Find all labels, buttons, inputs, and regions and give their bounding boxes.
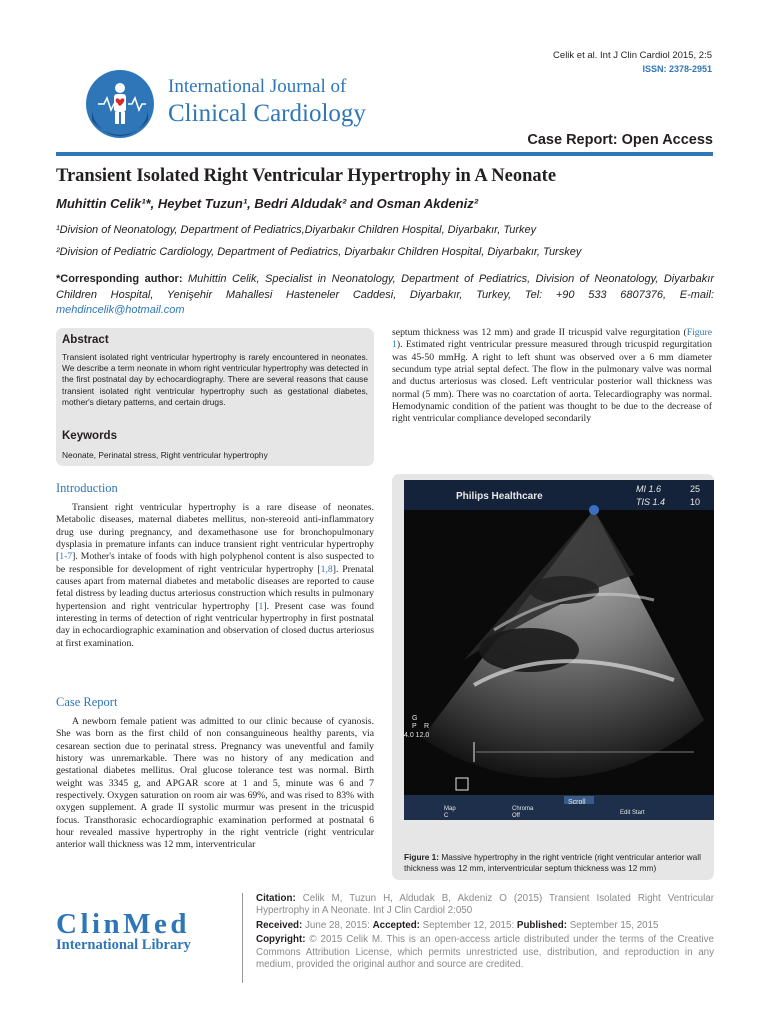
abstract-text: Transient isolated right ventricular hypertrophy is rarely encountered in neonates. We describe a term neonate in whom right ventricular hypertrophy was detected in the first postnatal day by echocardiography. There are several reasons that cause transient isolated right ventricular hypertrophy such as gestational diabetes, mother's dietary patterns, and certain drugs. (62, 352, 368, 407)
ultrasound-mi-value: 25 (690, 484, 701, 494)
case-report-heading: Case Report (56, 695, 118, 709)
figure-caption-label: Figure 1: (404, 852, 440, 862)
corr-label: *Corresponding author: (56, 273, 183, 285)
ultrasound-g-label: G (412, 715, 418, 722)
citation-text: Celik M, Tuzun H, Aldudak B, Akdeniz O (2015) Transient Isolated Right Ventricular Hypertrophy in A Neonate. Int J Clin Cardiol 2:050 (256, 893, 714, 917)
abstract-box (56, 328, 374, 466)
introduction-heading: Introduction (56, 481, 118, 495)
ultrasound-mi: MI 1.6 (636, 484, 662, 494)
figure-1 (392, 474, 714, 880)
intro-text-c: ]. Prenatal causes apart from maternal diabetes and metabolic diseases are reported to cause fetal distress by leading ductus arteriosus construction which results in pulmonary hypertension and right ventricular hypertrophy [ (56, 563, 375, 612)
accepted-date: September 12, 2015: (419, 919, 517, 931)
copyright-text: © 2015 Celik M. This is an open-access article distributed under the terms of the Creative Commons Attribution License, which permits unrestricted use, distribution, and reproduction in any medium, provided the original author and source are credited. (256, 934, 714, 971)
keywords-text: Neonate, Perinatal stress, Right ventricular hypertrophy (62, 450, 268, 460)
ref-link-1[interactable]: 1-7 (59, 551, 73, 563)
ultrasound-graphic (404, 480, 714, 820)
corr-text: Muhittin Celik, Specialist in Neonatology, Department of Pediatrics, Division of Neonatology, Diyarbakır Children Hospital, Yenişehir Mahallesi Hasteneler Caddesi, Diyarbakır, Turkey, Tel: +90 533 6807376, E-mail: (56, 273, 714, 301)
publisher-logo-text: ClinMed (56, 908, 191, 940)
ultrasound-scale: 4.0 12.0 (404, 732, 430, 739)
ultrasound-chroma-button: Chroma Off (512, 806, 534, 819)
case-report-continued (392, 327, 712, 426)
header-divider (56, 152, 713, 156)
issn: ISSN: 2378-2951 (642, 64, 712, 74)
ultrasound-scroll: Scroll (568, 799, 586, 806)
abstract-heading: Abstract (62, 334, 109, 346)
ref-link-2[interactable]: 1,8 (320, 563, 333, 575)
journal-name-line2: Clinical Cardiology (168, 100, 366, 127)
ultrasound-p-label: P (412, 723, 417, 730)
citation-block (256, 893, 714, 973)
keywords-heading: Keywords (62, 430, 117, 442)
ultrasound-tis-value: 10 (690, 497, 701, 507)
ultrasound-map-button: Map C (444, 806, 456, 819)
journal-name-line1: International Journal of (168, 76, 347, 97)
journal-logo (84, 68, 156, 140)
copyright-label: Copyright: (256, 934, 306, 946)
affiliation-1: ¹Division of Neonatology, Department of Pediatrics,Diyarbakır Children Hospital, Diyarbakır, Turkey (56, 224, 537, 236)
case-text-b: ). Estimated right ventricular pressure measured through tricuspid regurgitation was 45-50 mmHg. A right to left shunt was observed over a 6 mm diameter secundum type atrial septal defect. The flow in the pulmonary valve was normal and ductus arteriosus was closed. Left ventricular posterior wall thickness was normal (5 mm). There was no coarctation of aorta. Telecardiography was normal. Hemodynamic condition of the patient was thought to be due to the decrease of right ventricular compliance developed secondarily (392, 339, 712, 425)
header-citation: Celik et al. Int J Clin Cardiol 2015, 2:5 (553, 50, 712, 61)
figure-1-link[interactable]: Figure 1 (392, 327, 712, 351)
case-report-text (56, 716, 374, 852)
received-label: Received: (256, 919, 303, 931)
case-text-a: septum thickness was 12 mm) and grade II tricuspid valve regurgitation ( (392, 327, 687, 338)
accepted-label: Accepted: (372, 919, 420, 931)
intro-text-d: ]. Present case was found interesting in terms of detection of right ventricular hypertrophy in first postnatal day in echocardiographic examination and observation of closed ductus arteriosus at first examination. (56, 600, 374, 649)
published-date: September 15, 2015 (566, 919, 659, 931)
corresponding-author (56, 272, 714, 319)
ultrasound-brand: Philips Healthcare (456, 491, 543, 502)
article-title: Transient Isolated Right Ventricular Hypertrophy in A Neonate (56, 166, 557, 186)
received-date: June 28, 2015: (302, 919, 373, 931)
ultrasound-tis: TIS 1.4 (636, 497, 666, 507)
affiliation-2: ²Division of Pediatric Cardiology, Department of Pediatrics, Diyarbakır Children Hospital, Diyarbakır, Turskey (56, 246, 582, 258)
ultrasound-r-label: R (424, 723, 430, 730)
footer-divider (242, 893, 243, 983)
author-list: Muhittin Celik¹*, Heybet Tuzun¹, Bedri Aldudak² and Osman Akdeniz² (56, 196, 479, 211)
ultrasound-edit-button: Edit Start (620, 810, 645, 816)
case-report-paragraph: A newborn female patient was admitted to our clinic because of cyanosis. She was born as the first child of non consanguineous healthy parents, via cesarean section due to perinatal stress. Pregnancy was uneventful and family history was unremarkable. There was no history of any medication and gestational diabetes mellitus. Oral glucose tolerance test was normal. Birth weight was 3345 g, and APGAR score at 1 and 5, minute was 6 and 7 respectively. Oxygen saturation on room air was 69%, and was rised to 83% with oxygen supplement. A grade II systolic murmur was present in the tricuspid focus. Transthorasic echocardiographic examination performed at postnatal 6 hour revealed massive hypertrophy in the right ventricle (right ventricular anterior wall thickness was 12 mm, interventricular (56, 716, 374, 851)
citation-label: Citation: (256, 893, 296, 904)
intro-text-b: ]. Mother's intake of foods with high polyphenol content is also suspected to be responsible for development of right ventricular hypertrophy [ (56, 551, 374, 575)
publisher-subtitle: International Library (56, 937, 191, 953)
article-type: Case Report: Open Access (527, 132, 713, 148)
intro-text-a: Transient right ventricular hypertrophy is a rare disease of neonates. Metabolic diseases, maternal diabetes mellitus, non-stereoid anti-inflammatory drug use during pregnancy, and dexamethasone use for bronchopulmonary dysplasia in premature infants can induce transient right ventricular hypertrophy [ (56, 502, 374, 563)
echocardiogram-image (404, 480, 714, 820)
ref-link-3[interactable]: 1 (258, 600, 264, 612)
corr-email-link[interactable]: mehdincelik@hotmail.com (56, 304, 185, 316)
figure-caption-text: Massive hypertrophy in the right ventricle (right ventricular anterior wall thickness was 12 mm, interventricular septum thickness was 12 mm) (404, 852, 701, 873)
introduction-text (56, 502, 374, 650)
figure-1-caption (404, 852, 710, 873)
published-label: Published: (516, 919, 567, 931)
